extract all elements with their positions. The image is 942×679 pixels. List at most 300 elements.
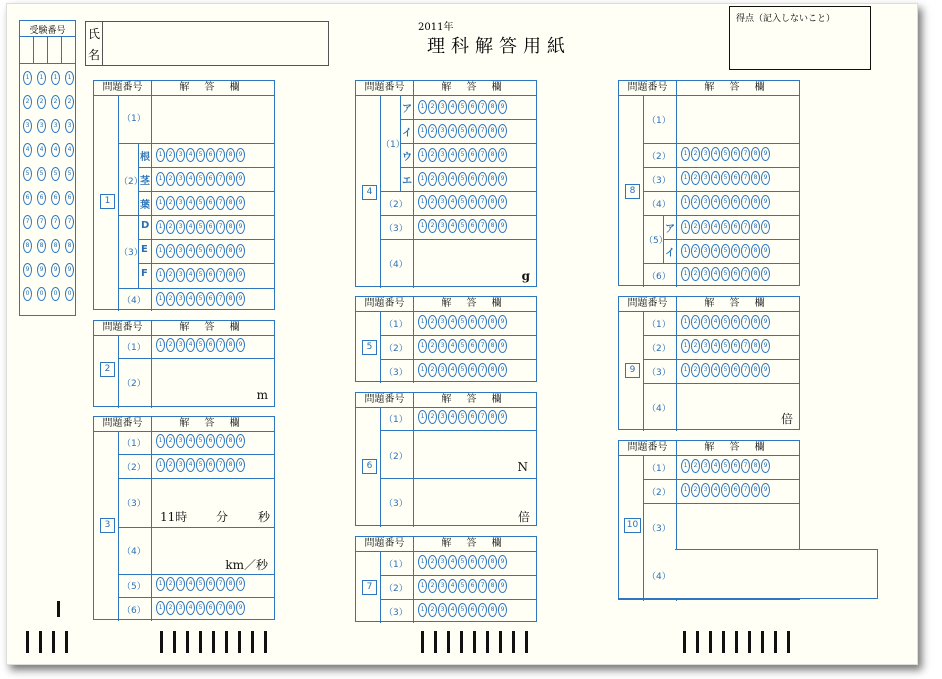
exam-digit-bubble[interactable]: 2 [23, 95, 32, 109]
answer-bubble[interactable]: 6 [731, 267, 740, 281]
answer-bubble[interactable]: 9 [761, 459, 770, 473]
answer-bubble[interactable]: 5 [196, 338, 205, 352]
answer-bubble[interactable]: 7 [216, 220, 225, 234]
answer-bubble[interactable]: 2 [166, 196, 175, 210]
q8-s2-bubbles[interactable] [681, 147, 770, 161]
answer-bubble[interactable]: 1 [418, 100, 427, 114]
exam-digit-bubble[interactable]: 1 [37, 71, 46, 85]
q3-s6-bubbles[interactable] [156, 601, 245, 615]
answer-bubble[interactable]: 4 [186, 458, 195, 472]
answer-bubble[interactable]: 9 [498, 195, 507, 209]
answer-bubble[interactable]: 1 [418, 579, 427, 593]
answer-bubble[interactable]: 9 [498, 555, 507, 569]
answer-bubble[interactable]: 4 [711, 459, 720, 473]
answer-bubble[interactable]: 8 [488, 100, 497, 114]
answer-bubble[interactable]: 5 [458, 219, 467, 233]
q4-s1-e-bubbles[interactable] [418, 172, 507, 186]
exam-digit-bubble[interactable]: 0 [23, 287, 32, 301]
q7-s1-bubbles[interactable] [418, 555, 507, 569]
answer-bubble[interactable]: 4 [448, 100, 457, 114]
answer-bubble[interactable]: 6 [206, 148, 215, 162]
exam-digit-bubble[interactable]: 9 [37, 263, 46, 277]
answer-bubble[interactable]: 2 [428, 579, 437, 593]
answer-bubble[interactable]: 3 [701, 459, 710, 473]
answer-bubble[interactable]: 9 [761, 483, 770, 497]
answer-bubble[interactable]: 5 [721, 244, 730, 258]
answer-bubble[interactable]: 6 [468, 603, 477, 617]
answer-bubble[interactable]: 8 [488, 315, 497, 329]
answer-bubble[interactable]: 9 [236, 292, 245, 306]
answer-bubble[interactable]: 5 [458, 363, 467, 377]
answer-bubble[interactable]: 7 [741, 147, 750, 161]
answer-bubble[interactable]: 3 [176, 338, 185, 352]
q5-s2-bubbles[interactable] [418, 339, 507, 353]
answer-bubble[interactable]: 6 [206, 338, 215, 352]
answer-bubble[interactable]: 7 [741, 220, 750, 234]
answer-bubble[interactable]: 1 [681, 220, 690, 234]
answer-bubble[interactable]: 3 [701, 483, 710, 497]
answer-bubble[interactable]: 4 [711, 147, 720, 161]
answer-bubble[interactable]: 6 [468, 195, 477, 209]
answer-bubble[interactable]: 7 [741, 244, 750, 258]
answer-bubble[interactable]: 3 [701, 363, 710, 377]
answer-bubble[interactable]: 6 [206, 434, 215, 448]
answer-bubble[interactable]: 6 [468, 363, 477, 377]
answer-bubble[interactable]: 3 [701, 195, 710, 209]
answer-bubble[interactable]: 1 [418, 172, 427, 186]
answer-bubble[interactable]: 8 [226, 577, 235, 591]
exam-digit-bubble[interactable]: 1 [23, 71, 32, 85]
answer-bubble[interactable]: 1 [681, 483, 690, 497]
answer-bubble[interactable]: 6 [206, 244, 215, 258]
exam-digit-bubble[interactable]: 9 [65, 263, 74, 277]
answer-bubble[interactable]: 8 [488, 219, 497, 233]
answer-bubble[interactable]: 2 [691, 220, 700, 234]
answer-bubble[interactable]: 9 [761, 195, 770, 209]
answer-bubble[interactable]: 4 [186, 292, 195, 306]
exam-digit-bubble[interactable]: 2 [37, 95, 46, 109]
answer-bubble[interactable]: 5 [196, 458, 205, 472]
answer-bubble[interactable]: 4 [186, 434, 195, 448]
answer-bubble[interactable]: 6 [468, 100, 477, 114]
answer-bubble[interactable]: 6 [468, 579, 477, 593]
answer-bubble[interactable]: 6 [468, 555, 477, 569]
answer-bubble[interactable]: 2 [428, 148, 437, 162]
q3-s5-bubbles[interactable] [156, 577, 245, 591]
q1-s2-leaf-bubbles[interactable] [156, 196, 245, 210]
answer-bubble[interactable]: 8 [488, 339, 497, 353]
answer-bubble[interactable]: 3 [176, 172, 185, 186]
answer-bubble[interactable]: 4 [448, 219, 457, 233]
answer-bubble[interactable]: 1 [681, 171, 690, 185]
answer-bubble[interactable]: 5 [196, 577, 205, 591]
exam-digit-bubble[interactable]: 4 [37, 143, 46, 157]
answer-bubble[interactable]: 8 [488, 172, 497, 186]
answer-bubble[interactable]: 5 [196, 148, 205, 162]
question-10-wide-cell[interactable] [675, 549, 878, 599]
exam-digit-bubble[interactable]: 5 [23, 167, 32, 181]
answer-bubble[interactable]: 7 [478, 148, 487, 162]
answer-bubble[interactable]: 3 [438, 100, 447, 114]
answer-bubble[interactable]: 5 [458, 100, 467, 114]
answer-bubble[interactable]: 9 [236, 577, 245, 591]
answer-bubble[interactable]: 7 [478, 315, 487, 329]
answer-bubble[interactable]: 6 [731, 171, 740, 185]
answer-bubble[interactable]: 3 [176, 601, 185, 615]
answer-bubble[interactable]: 5 [721, 267, 730, 281]
answer-bubble[interactable]: 8 [226, 458, 235, 472]
exam-digit-bubble[interactable]: 7 [23, 215, 32, 229]
answer-bubble[interactable]: 1 [156, 172, 165, 186]
answer-bubble[interactable]: 8 [226, 292, 235, 306]
answer-bubble[interactable]: 5 [196, 196, 205, 210]
answer-bubble[interactable]: 7 [216, 601, 225, 615]
answer-bubble[interactable]: 8 [488, 579, 497, 593]
answer-bubble[interactable]: 4 [186, 268, 195, 282]
answer-bubble[interactable]: 5 [196, 601, 205, 615]
q4-s3-bubbles[interactable] [418, 219, 507, 233]
answer-bubble[interactable]: 4 [186, 196, 195, 210]
exam-digit-bubble[interactable]: 5 [37, 167, 46, 181]
answer-bubble[interactable]: 5 [721, 220, 730, 234]
answer-bubble[interactable]: 6 [206, 601, 215, 615]
answer-bubble[interactable]: 4 [186, 601, 195, 615]
answer-bubble[interactable]: 3 [438, 603, 447, 617]
answer-bubble[interactable]: 9 [498, 148, 507, 162]
q3-s1-bubbles[interactable] [156, 434, 245, 448]
exam-digit-bubble[interactable]: 4 [51, 143, 60, 157]
answer-bubble[interactable]: 7 [478, 339, 487, 353]
answer-bubble[interactable]: 5 [721, 363, 730, 377]
q1-s4-bubbles[interactable] [156, 292, 245, 306]
answer-bubble[interactable]: 4 [711, 244, 720, 258]
answer-bubble[interactable]: 1 [681, 147, 690, 161]
q4-s1-u-bubbles[interactable] [418, 148, 507, 162]
answer-bubble[interactable]: 1 [418, 410, 427, 424]
answer-bubble[interactable]: 9 [236, 601, 245, 615]
name-box[interactable] [85, 21, 329, 66]
exam-digit-bubble[interactable]: 7 [51, 215, 60, 229]
answer-bubble[interactable]: 9 [236, 244, 245, 258]
answer-bubble[interactable]: 5 [721, 171, 730, 185]
q8-s5-a-bubbles[interactable] [681, 220, 770, 234]
answer-bubble[interactable]: 2 [691, 267, 700, 281]
answer-bubble[interactable]: 6 [731, 147, 740, 161]
answer-bubble[interactable]: 4 [186, 220, 195, 234]
answer-bubble[interactable]: 3 [176, 220, 185, 234]
answer-bubble[interactable]: 9 [498, 579, 507, 593]
answer-bubble[interactable]: 8 [488, 195, 497, 209]
answer-bubble[interactable]: 1 [156, 244, 165, 258]
answer-bubble[interactable]: 6 [206, 292, 215, 306]
answer-bubble[interactable]: 6 [468, 315, 477, 329]
answer-bubble[interactable]: 8 [226, 196, 235, 210]
answer-bubble[interactable]: 5 [458, 579, 467, 593]
answer-bubble[interactable]: 6 [206, 172, 215, 186]
answer-bubble[interactable]: 9 [498, 219, 507, 233]
answer-bubble[interactable]: 7 [741, 363, 750, 377]
exam-digit-bubble[interactable]: 7 [37, 215, 46, 229]
answer-bubble[interactable]: 3 [438, 148, 447, 162]
q8-s4-bubbles[interactable] [681, 195, 770, 209]
exam-digit-bubble[interactable]: 7 [65, 215, 74, 229]
exam-digit-bubble[interactable]: 2 [51, 95, 60, 109]
answer-bubble[interactable]: 3 [438, 315, 447, 329]
q9-s1-bubbles[interactable] [681, 315, 770, 329]
answer-bubble[interactable]: 1 [418, 315, 427, 329]
answer-bubble[interactable]: 8 [751, 171, 760, 185]
answer-bubble[interactable]: 3 [438, 579, 447, 593]
answer-bubble[interactable]: 7 [478, 363, 487, 377]
answer-bubble[interactable]: 8 [226, 148, 235, 162]
answer-bubble[interactable]: 7 [741, 267, 750, 281]
answer-bubble[interactable]: 2 [428, 195, 437, 209]
answer-bubble[interactable]: 4 [186, 577, 195, 591]
answer-bubble[interactable]: 7 [741, 483, 750, 497]
exam-digit-bubble[interactable]: 1 [65, 71, 74, 85]
exam-digit-bubble[interactable]: 4 [65, 143, 74, 157]
q9-s2-bubbles[interactable] [681, 339, 770, 353]
answer-bubble[interactable]: 4 [711, 267, 720, 281]
answer-bubble[interactable]: 1 [156, 196, 165, 210]
answer-bubble[interactable]: 4 [448, 315, 457, 329]
answer-bubble[interactable]: 6 [468, 219, 477, 233]
answer-bubble[interactable]: 1 [156, 434, 165, 448]
answer-bubble[interactable]: 9 [236, 268, 245, 282]
answer-bubble[interactable]: 7 [741, 195, 750, 209]
answer-bubble[interactable]: 3 [438, 219, 447, 233]
answer-bubble[interactable]: 5 [458, 195, 467, 209]
exam-digit-bubble[interactable]: 1 [51, 71, 60, 85]
answer-bubble[interactable]: 2 [691, 315, 700, 329]
answer-bubble[interactable]: 2 [691, 363, 700, 377]
answer-bubble[interactable]: 4 [711, 483, 720, 497]
exam-digit-bubble[interactable]: 3 [37, 119, 46, 133]
answer-bubble[interactable]: 5 [458, 339, 467, 353]
q7-s2-bubbles[interactable] [418, 579, 507, 593]
answer-bubble[interactable]: 8 [226, 601, 235, 615]
answer-bubble[interactable]: 9 [761, 267, 770, 281]
answer-bubble[interactable]: 3 [438, 410, 447, 424]
answer-bubble[interactable]: 7 [478, 410, 487, 424]
answer-bubble[interactable]: 2 [691, 483, 700, 497]
answer-bubble[interactable]: 8 [488, 555, 497, 569]
answer-bubble[interactable]: 1 [681, 459, 690, 473]
answer-bubble[interactable]: 5 [721, 195, 730, 209]
answer-bubble[interactable]: 6 [731, 195, 740, 209]
q8-s6-bubbles[interactable] [681, 267, 770, 281]
answer-bubble[interactable]: 9 [498, 339, 507, 353]
answer-bubble[interactable]: 7 [478, 124, 487, 138]
q10-s1-bubbles[interactable] [681, 459, 770, 473]
answer-bubble[interactable]: 5 [458, 315, 467, 329]
answer-bubble[interactable]: 4 [448, 555, 457, 569]
answer-bubble[interactable]: 9 [236, 172, 245, 186]
answer-bubble[interactable]: 3 [438, 124, 447, 138]
answer-bubble[interactable]: 9 [498, 172, 507, 186]
answer-bubble[interactable]: 9 [761, 244, 770, 258]
answer-bubble[interactable]: 3 [701, 220, 710, 234]
answer-bubble[interactable]: 3 [701, 147, 710, 161]
answer-bubble[interactable]: 7 [478, 172, 487, 186]
q4-s1-a-bubbles[interactable] [418, 100, 507, 114]
answer-bubble[interactable]: 4 [448, 172, 457, 186]
answer-bubble[interactable]: 8 [226, 434, 235, 448]
answer-bubble[interactable]: 8 [226, 244, 235, 258]
answer-bubble[interactable]: 2 [691, 339, 700, 353]
answer-bubble[interactable]: 3 [176, 148, 185, 162]
answer-bubble[interactable]: 7 [216, 458, 225, 472]
answer-bubble[interactable]: 1 [681, 363, 690, 377]
answer-bubble[interactable]: 9 [498, 603, 507, 617]
answer-bubble[interactable]: 4 [186, 338, 195, 352]
answer-bubble[interactable]: 8 [226, 172, 235, 186]
answer-bubble[interactable]: 4 [448, 603, 457, 617]
answer-bubble[interactable]: 1 [156, 148, 165, 162]
answer-bubble[interactable]: 7 [216, 172, 225, 186]
answer-bubble[interactable]: 9 [236, 338, 245, 352]
answer-bubble[interactable]: 4 [186, 244, 195, 258]
q8-s3-bubbles[interactable] [681, 171, 770, 185]
answer-bubble[interactable]: 3 [176, 268, 185, 282]
answer-bubble[interactable]: 8 [488, 124, 497, 138]
answer-bubble[interactable]: 3 [701, 339, 710, 353]
answer-bubble[interactable]: 8 [751, 459, 760, 473]
answer-bubble[interactable]: 2 [166, 434, 175, 448]
answer-bubble[interactable]: 8 [488, 410, 497, 424]
answer-bubble[interactable]: 9 [761, 220, 770, 234]
answer-bubble[interactable]: 6 [206, 220, 215, 234]
answer-bubble[interactable]: 5 [458, 124, 467, 138]
answer-bubble[interactable]: 1 [156, 338, 165, 352]
answer-bubble[interactable]: 5 [721, 147, 730, 161]
answer-bubble[interactable]: 5 [721, 483, 730, 497]
answer-bubble[interactable]: 7 [478, 603, 487, 617]
answer-bubble[interactable]: 1 [681, 195, 690, 209]
answer-bubble[interactable]: 5 [721, 339, 730, 353]
answer-bubble[interactable]: 8 [751, 220, 760, 234]
q1-s3-f-bubbles[interactable] [156, 268, 245, 282]
answer-bubble[interactable]: 3 [438, 363, 447, 377]
answer-bubble[interactable]: 3 [701, 267, 710, 281]
answer-bubble[interactable]: 7 [216, 292, 225, 306]
answer-bubble[interactable]: 6 [731, 220, 740, 234]
answer-bubble[interactable]: 2 [166, 268, 175, 282]
answer-bubble[interactable]: 6 [731, 459, 740, 473]
answer-bubble[interactable]: 8 [488, 603, 497, 617]
answer-bubble[interactable]: 4 [711, 171, 720, 185]
exam-digit-bubble[interactable]: 3 [65, 119, 74, 133]
answer-bubble[interactable]: 8 [488, 148, 497, 162]
exam-digit-bubble[interactable]: 0 [37, 287, 46, 301]
exam-digit-bubble[interactable]: 8 [51, 239, 60, 253]
answer-bubble[interactable]: 6 [206, 577, 215, 591]
answer-bubble[interactable]: 8 [226, 220, 235, 234]
answer-bubble[interactable]: 3 [438, 195, 447, 209]
answer-bubble[interactable]: 7 [216, 338, 225, 352]
answer-bubble[interactable]: 4 [186, 148, 195, 162]
answer-bubble[interactable]: 4 [711, 339, 720, 353]
answer-bubble[interactable]: 2 [166, 220, 175, 234]
answer-bubble[interactable]: 9 [498, 410, 507, 424]
answer-bubble[interactable]: 1 [418, 603, 427, 617]
answer-bubble[interactable]: 6 [206, 196, 215, 210]
q1-s2-stem-bubbles[interactable] [156, 172, 245, 186]
answer-bubble[interactable]: 1 [681, 339, 690, 353]
answer-bubble[interactable]: 9 [761, 315, 770, 329]
answer-bubble[interactable]: 1 [156, 458, 165, 472]
answer-bubble[interactable]: 2 [166, 244, 175, 258]
q5-s3-bubbles[interactable] [418, 363, 507, 377]
answer-bubble[interactable]: 3 [176, 434, 185, 448]
answer-bubble[interactable]: 2 [166, 292, 175, 306]
answer-bubble[interactable]: 2 [691, 459, 700, 473]
answer-bubble[interactable]: 4 [448, 195, 457, 209]
answer-bubble[interactable]: 2 [691, 244, 700, 258]
answer-bubble[interactable]: 7 [216, 577, 225, 591]
answer-bubble[interactable]: 7 [478, 555, 487, 569]
answer-bubble[interactable]: 9 [498, 100, 507, 114]
exam-digit-bubble[interactable]: 0 [51, 287, 60, 301]
answer-bubble[interactable]: 3 [438, 555, 447, 569]
answer-bubble[interactable]: 5 [196, 244, 205, 258]
answer-bubble[interactable]: 4 [448, 410, 457, 424]
answer-bubble[interactable]: 6 [468, 410, 477, 424]
answer-bubble[interactable]: 2 [428, 410, 437, 424]
answer-bubble[interactable]: 1 [681, 267, 690, 281]
exam-digit-bubble[interactable]: 9 [51, 263, 60, 277]
answer-bubble[interactable]: 4 [711, 363, 720, 377]
answer-bubble[interactable]: 6 [468, 172, 477, 186]
answer-bubble[interactable]: 1 [418, 195, 427, 209]
answer-bubble[interactable]: 9 [236, 458, 245, 472]
q1-s3-d-bubbles[interactable] [156, 220, 245, 234]
answer-bubble[interactable]: 3 [176, 577, 185, 591]
answer-bubble[interactable]: 3 [701, 171, 710, 185]
answer-bubble[interactable]: 1 [156, 292, 165, 306]
answer-bubble[interactable]: 6 [468, 124, 477, 138]
answer-bubble[interactable]: 1 [418, 219, 427, 233]
answer-bubble[interactable]: 8 [751, 315, 760, 329]
answer-bubble[interactable]: 7 [478, 219, 487, 233]
answer-bubble[interactable]: 9 [498, 315, 507, 329]
answer-bubble[interactable]: 7 [216, 268, 225, 282]
answer-bubble[interactable]: 6 [731, 244, 740, 258]
answer-bubble[interactable]: 7 [478, 100, 487, 114]
answer-bubble[interactable]: 3 [438, 172, 447, 186]
exam-digit-bubble[interactable]: 5 [51, 167, 60, 181]
answer-bubble[interactable]: 7 [478, 195, 487, 209]
answer-bubble[interactable]: 4 [711, 195, 720, 209]
answer-bubble[interactable]: 5 [196, 292, 205, 306]
answer-bubble[interactable]: 1 [156, 601, 165, 615]
answer-bubble[interactable]: 9 [236, 196, 245, 210]
q6-s1-bubbles[interactable] [418, 410, 507, 424]
answer-bubble[interactable]: 6 [731, 339, 740, 353]
answer-bubble[interactable]: 8 [751, 244, 760, 258]
answer-bubble[interactable]: 6 [468, 339, 477, 353]
answer-bubble[interactable]: 8 [751, 147, 760, 161]
answer-bubble[interactable]: 8 [751, 339, 760, 353]
answer-bubble[interactable]: 6 [468, 148, 477, 162]
answer-bubble[interactable]: 7 [216, 434, 225, 448]
answer-bubble[interactable]: 5 [458, 172, 467, 186]
answer-bubble[interactable]: 1 [418, 148, 427, 162]
answer-bubble[interactable]: 1 [681, 315, 690, 329]
answer-bubble[interactable]: 3 [176, 292, 185, 306]
answer-bubble[interactable]: 2 [166, 458, 175, 472]
answer-bubble[interactable]: 1 [418, 124, 427, 138]
